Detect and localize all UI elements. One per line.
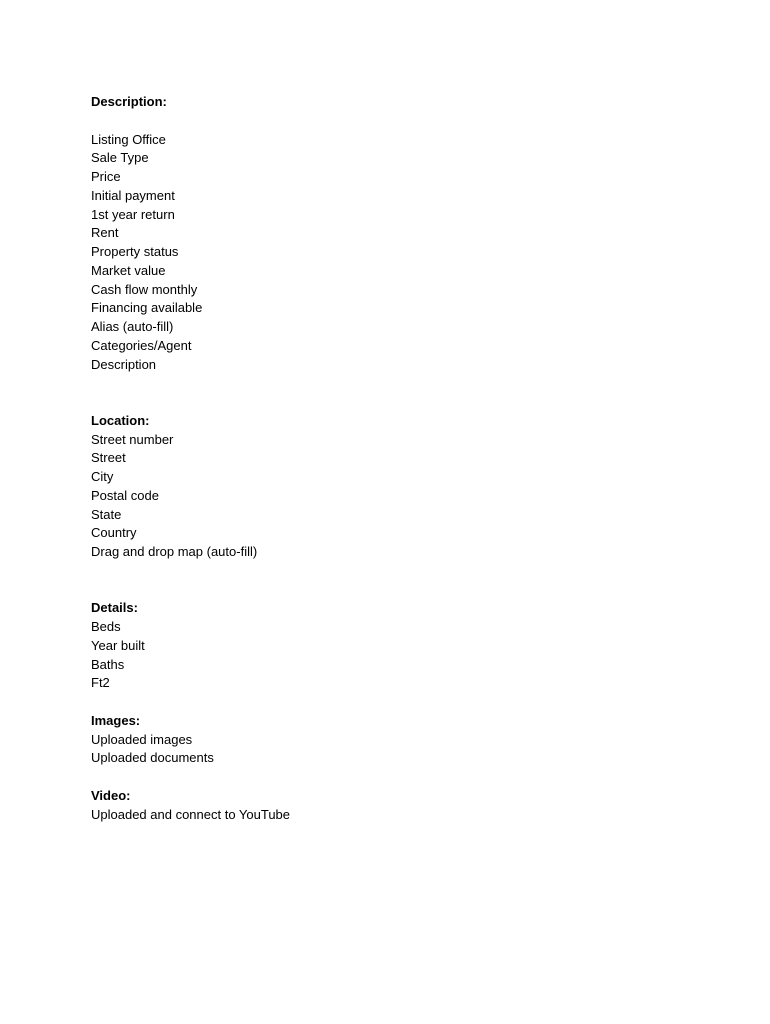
location-item-state: State: [91, 506, 122, 522]
description-item-cash-flow-monthly: Cash flow monthly: [91, 281, 198, 297]
description-heading: Description:: [91, 94, 167, 109]
description-item-first-year-return: 1st year return: [91, 206, 175, 222]
description-item-rent: Rent: [91, 225, 119, 241]
video-item-youtube: Uploaded and connect to YouTube: [91, 806, 291, 822]
video-section: [91, 787, 691, 825]
description-item-market-value: Market value: [91, 262, 166, 278]
description-item-description: Description: [91, 356, 157, 372]
details-section: [91, 599, 691, 693]
location-section: [91, 412, 691, 562]
details-item-year-built: Year built: [91, 637, 145, 653]
location-item-street: Street: [91, 450, 126, 466]
spacer: [91, 693, 691, 712]
spacer: [91, 581, 691, 600]
details-item-baths: Baths: [91, 656, 125, 672]
description-section: [91, 93, 691, 374]
details-item-ft2: Ft2: [91, 675, 110, 691]
video-heading: Video:: [91, 787, 131, 803]
details-item-beds: Beds: [91, 619, 121, 634]
description-item-property-status: Property status: [91, 244, 179, 259]
description-item-listing-office: Listing Office: [91, 131, 166, 147]
spacer: [91, 393, 691, 412]
spacer: [91, 768, 691, 787]
description-item-alias: Alias (auto-fill): [91, 319, 174, 334]
images-heading: Images:: [91, 712, 141, 728]
spacer: [91, 112, 691, 131]
description-item-categories-agent: Categories/Agent: [91, 337, 192, 353]
description-item-sale-type: Sale Type: [91, 150, 149, 166]
location-item-street-number: Street number: [91, 431, 174, 447]
images-section: [91, 712, 691, 768]
spacer: [91, 374, 691, 393]
description-item-price: Price: [91, 169, 121, 184]
location-item-country: Country: [91, 525, 137, 541]
location-item-city: City: [91, 469, 114, 484]
images-item-uploaded-documents: Uploaded documents: [91, 750, 214, 766]
details-heading: Details:: [91, 600, 138, 616]
location-item-postal-code: Postal code: [91, 487, 159, 503]
images-item-uploaded-images: Uploaded images: [91, 731, 193, 747]
spacer: [91, 562, 691, 581]
location-heading: Location:: [91, 412, 150, 428]
location-item-map: Drag and drop map (auto-fill): [91, 544, 258, 559]
description-item-financing-available: Financing available: [91, 300, 203, 316]
description-item-initial-payment: Initial payment: [91, 187, 175, 203]
document-body: [91, 93, 691, 824]
